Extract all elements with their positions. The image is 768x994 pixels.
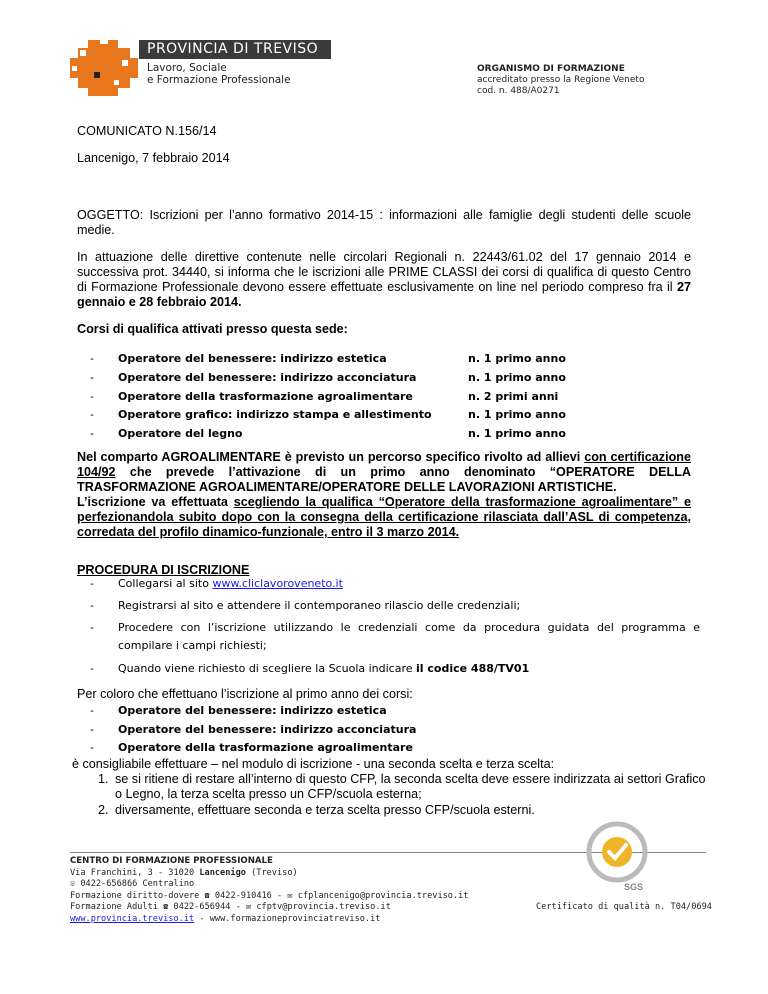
procedure-item — [90, 597, 700, 615]
procedure-item — [90, 575, 700, 593]
org-block — [477, 64, 644, 97]
course-name: Operatore del legno — [118, 427, 243, 440]
course-count: n. 1 primo anno — [468, 352, 566, 365]
brand-block — [139, 40, 331, 86]
footer-line-ad — [70, 902, 469, 914]
date-line: Lancenigo, 7 febbraio 2014 — [77, 151, 230, 165]
address-province: (Treviso) — [245, 867, 298, 878]
course-row — [90, 427, 610, 445]
org-line: accreditato presso la Regione Veneto — [477, 75, 645, 85]
phone-icon: ☏ — [70, 879, 76, 889]
item-text: diversamente, effettuare seconda e terza scelta presso CFP/scuola esterni. — [115, 803, 535, 817]
choice-item — [90, 739, 700, 757]
course-count: n. 2 primi anni — [468, 390, 559, 403]
brand-subtitle — [139, 59, 331, 86]
choice-course: Operatore del benessere: indirizzo acconciatura — [118, 723, 417, 736]
course-row — [90, 390, 610, 408]
agro-text: Nel comparto AGROALIMENTARE è previsto un percorso specifico rivolto ad allievi — [77, 450, 585, 464]
footer-phone — [70, 879, 469, 891]
footer-sites — [70, 914, 469, 926]
org-title: ORGANISMO DI FORMAZIONE — [477, 64, 625, 74]
dash: - — [90, 599, 94, 612]
choice-course: Operatore della trasformazione agroalimentare — [118, 741, 413, 754]
course-name: Operatore grafico: indirizzo stampa e allestimento — [118, 408, 432, 421]
course-name: Operatore del benessere: indirizzo acconciatura — [118, 371, 417, 384]
procedure-item — [90, 619, 700, 655]
course-name: Operatore della trasformazione agroalimentare — [118, 390, 413, 403]
brand-title: PROVINCIA DI TREVISO — [139, 40, 331, 59]
dash: - — [90, 408, 94, 421]
sgs-label: SGS — [624, 882, 644, 892]
numbered-item — [98, 803, 708, 818]
quality-certificate: Certificato di qualità n. T04/0694 — [536, 902, 712, 912]
phone-number: 0422-656866 Centralino — [80, 879, 195, 889]
dash: - — [90, 662, 94, 675]
dash: - — [90, 621, 94, 634]
choice-item — [90, 702, 700, 720]
brand-sub-line: e Formazione Professionale — [147, 74, 291, 86]
dash: - — [90, 371, 94, 384]
dash: - — [90, 741, 94, 754]
procedure-text: Registrarsi al sito e attendere il contemporaneo rilascio delle credenziali; — [118, 599, 521, 612]
agro-certification: con certificazione 104/92 — [77, 450, 691, 479]
item-number: 2. — [98, 803, 109, 817]
fax-number: 0422-656944 - — [173, 902, 241, 912]
footer-address — [70, 868, 469, 880]
procedure-heading: PROCEDURA DI ISCRIZIONE — [77, 563, 250, 577]
address-town: Lancenigo — [199, 867, 246, 878]
site-separator: - — [194, 913, 210, 924]
course-row — [90, 371, 610, 389]
agro-paragraph — [77, 450, 691, 540]
school-code: il codice 488/TV01 — [416, 662, 530, 675]
choice-intro: Per coloro che effettuano l’iscrizione al primo anno dei corsi: — [77, 687, 413, 701]
org-line: cod. n. 488/A0271 — [477, 86, 560, 96]
agro-text: L’iscrizione va effettuata — [77, 495, 234, 509]
cliclavoro-link[interactable]: www.cliclavoroveneto.it — [212, 577, 343, 590]
courses-heading: Corsi di qualifica attivati presso questa sede: — [77, 322, 348, 336]
footer-line-dd — [70, 891, 469, 903]
agro-text: che prevede l’attivazione di un primo anno denominato “OPERATORE DELLA TRASFORMAZIONE AGROALIMENTARE/OPERATORE DELLE LAVORAZIONI ARTISTICHE. — [77, 465, 691, 494]
procedure-label: Collegarsi al sito — [118, 577, 213, 590]
footer-contacts — [70, 856, 469, 925]
sgs-certification-seal — [580, 818, 655, 893]
formazione-site: www.formazioneprovinciatreviso.it — [209, 913, 381, 924]
dash: - — [90, 390, 94, 403]
dash: - — [90, 704, 94, 717]
dash: - — [90, 427, 94, 440]
fax-icon: ☎ — [163, 902, 169, 912]
email-address: cfplancenigo@provincia.treviso.it — [297, 890, 469, 901]
numbered-item — [98, 772, 708, 802]
choice-course: Operatore del benessere: indirizzo estetica — [118, 704, 387, 717]
email-address: cfptv@provincia.treviso.it — [256, 902, 391, 912]
intro-text: In attuazione delle direttive contenute nelle circolari Regionali n. 22443/61.02 del 17 gennaio 2014 e successiva prot. 34440, si informa che le iscrizioni alle PRIME CLASSI dei corsi di qualifica di questo Centro di Formazione Professionale devono essere effettuate esclusivamente on line nel periodo compreso fra il — [77, 250, 691, 294]
item-text: se si ritiene di restare all’interno di questo CFP, la seconda scelta deve essere indirizzata ai settori Grafico o Legno, la terza scelta presso un CFP/scuola esterna; — [115, 772, 706, 801]
intro-dates: 27 gennaio e 28 febbraio 2014. — [77, 280, 691, 309]
mail-icon: ✉ — [245, 902, 252, 912]
line-label: Formazione Adulti — [70, 902, 158, 912]
course-row — [90, 352, 610, 370]
procedure-item — [90, 660, 700, 678]
choice-text: è consigliabile effettuare – nel modulo di iscrizione - una seconda scelta e terza scelta: — [72, 757, 555, 771]
dash: - — [90, 723, 94, 736]
course-count: n. 1 primo anno — [468, 408, 566, 421]
provincia-logo — [70, 40, 138, 96]
dash: - — [90, 352, 94, 365]
agro-instructions: scegliendo la qualifica “Operatore della trasformazione agroalimentare” e perfezionandola subito dopo con la consegna della certificazione rilasciata dall’ASL di competenza, corredata del profilo dinamico-funzionale, entro il 3 marzo 2014. — [77, 495, 691, 539]
choice-item — [90, 721, 700, 739]
course-count: n. 1 primo anno — [468, 427, 566, 440]
procedure-text — [118, 575, 700, 593]
intro-paragraph — [77, 250, 691, 310]
fax-number: 0422-910416 - — [214, 890, 283, 901]
brand-sub-line: Lavoro, Sociale — [147, 62, 227, 74]
procedure-label: Quando viene richiesto di scegliere la Scuola indicare — [118, 662, 417, 675]
course-row — [90, 408, 610, 426]
procedure-text: Procedere con l’iscrizione utilizzando le credenziali come da procedura guidata del programma e compilare i campi richiesti; — [118, 621, 700, 652]
comunicato-number: COMUNICATO N.156/14 — [77, 124, 217, 138]
procedure-text — [118, 660, 700, 678]
mail-icon: ✉ — [287, 890, 293, 901]
dash: - — [90, 577, 94, 590]
line-label: Formazione diritto-dovere — [70, 890, 200, 901]
footer-title: CENTRO DI FORMAZIONE PROFESSIONALE — [70, 856, 273, 866]
address-street: Via Franchini, 3 - 31020 — [70, 867, 200, 878]
course-count: n. 1 primo anno — [468, 371, 566, 384]
item-number: 1. — [98, 772, 109, 786]
provincia-link[interactable]: www.provincia.treviso.it — [70, 913, 195, 924]
course-name: Operatore del benessere: indirizzo estetica — [118, 352, 387, 365]
subject-paragraph: OGGETTO: Iscrizioni per l’anno formativo 2014-15 : informazioni alle famiglie degli studenti delle scuole medie. — [77, 208, 691, 237]
fax-icon: ☎ — [204, 890, 210, 901]
